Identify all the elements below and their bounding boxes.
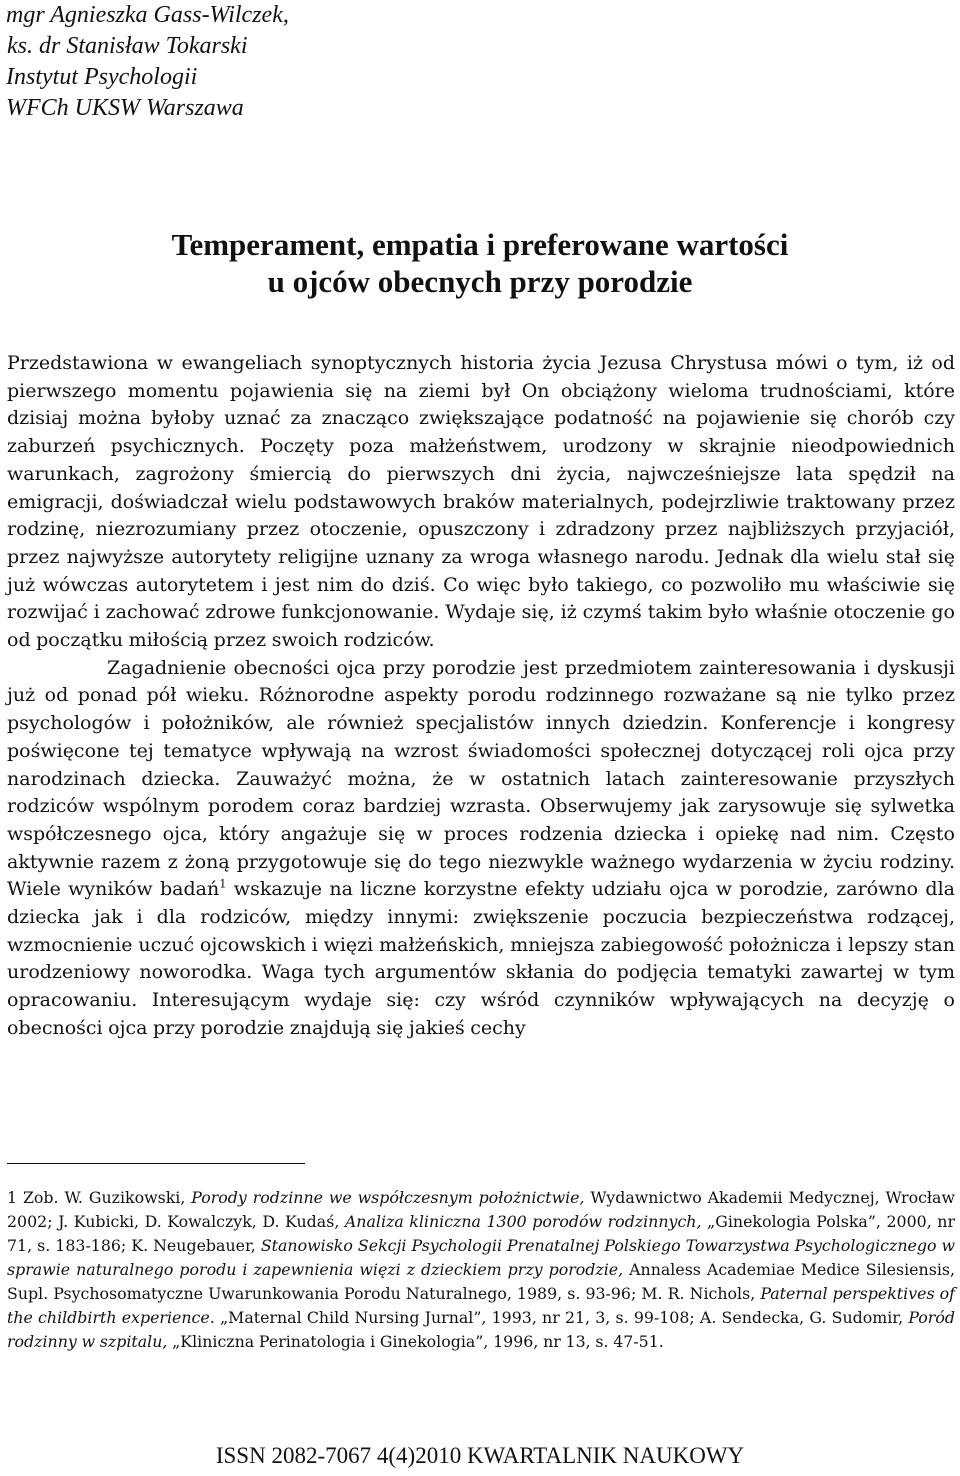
footnote-title-2: Analiza kliniczna 1300 porodów rodzinnych, — [344, 1212, 702, 1231]
footnote-text — [7, 1186, 955, 1354]
author-line-1: mgr Agnieszka Gass-Wilczek, — [6, 2, 289, 28]
footnote-segment: „Kliniczna Perinatologia i Ginekologia”, 1996, nr 13, s. 47-51. — [167, 1332, 664, 1351]
page-footer: ISSN 2082-7067 4(4)2010 KWARTALNIK NAUKOWY — [215, 1443, 745, 1468]
footnote-segment: „Maternal Child Nursing Jurnal”, 1993, nr 21, 3, s. 99-108; A. Sendecka, G. Sudomir, — [214, 1308, 909, 1327]
paragraph-2-part-1: Zagadnienie obecności ojca przy porodzie jest przedmiotem zainteresowania i dyskusji już od ponad pół wieku. Różnorodne aspekty porodu rodzinnego rozważane są nie tylko przez psychologów i położników, ale również specjalistów innych dziedzin. Konferencje i kongresy poświęcone tej tematyce wpływają na wzrost świadomości społecznej dotyczącej roli ojca przy narodzinach dziecka. Zauważyć można, że w ostatnich latach zainteresowanie przyszłych rodziców wspólnym porodem coraz bardziej wzrasta. Obserwujemy jak zarysowuje się sylwetka współczesnego ojca, który angażuje się w proces rodzenia dziecka i opiekę nad nim. Często aktywnie razem z żoną przygotowuje się do tego niezwykle ważnego wydarzenia w życiu rodziny. Wiele wyników badań — [7, 656, 955, 901]
footnote — [7, 1186, 955, 1354]
title-line-2: u ojców obecnych przy porodzie — [267, 264, 693, 299]
footnote-title-4: Paternal perspektives of the childbirth experience. — [7, 1284, 956, 1327]
footnote-segment: Annaless Academiae Medice Silesiensis, Supl. Psychosomatyczne Uwarunkowania Porodu Naturalnego, 1989, s. 93-96; M. R. Nichols, — [7, 1260, 955, 1303]
author-affiliation-block — [6, 0, 426, 124]
paragraph-2-part-2: wskazuje na liczne korzystne efekty udziału ojca w porodzie, zarówno dla dziecka jak i dla rodziców, między innymi: zwiększenie poczucia bezpieczeństwa rodzącej, wzmocnienie uczuć ojcowskich i więzi małżeńskich, mniejsza zabiegowość położnicza i lepszy stan urodzeniowy noworodka. Waga tych argumentów skłania do podjęcia tematyki zawartej w tym opracowaniu. Interesującym wydaje się: czy wśród czynników wpływających na decyzję o obecności ojca przy porodzie znajdują się jakieś cechy — [7, 878, 955, 1039]
footnote-separator — [7, 1163, 305, 1164]
footnote-title-5: Poród rodzinny w szpitalu, — [7, 1308, 955, 1351]
paragraph-2 — [7, 655, 955, 1043]
footnote-segment: „Ginekologia Polska”, 2000, nr 71, s. 183-186; K. Neugebauer, — [7, 1212, 955, 1255]
author-line-2: ks. dr Stanisław Tokarski — [7, 33, 248, 59]
faculty-line: WFCh UKSW Warszawa — [6, 95, 244, 121]
institute-line: Instytut Psychologii — [6, 64, 198, 90]
article-body — [7, 350, 955, 1043]
footnote-number: 1 — [7, 1188, 18, 1207]
footnote-title-1: Porody rodzinne we współczesnym położnictwie, — [191, 1188, 585, 1207]
footnote-segment: Zob. W. Guzikowski, — [17, 1188, 192, 1207]
title-line-1: Temperament, empatia i preferowane wartości — [171, 227, 789, 262]
article-title — [0, 226, 960, 300]
footnote-reference: 1 — [219, 877, 227, 892]
footnote-segment: Wydawnictwo Akademii Medycznej, Wrocław 2002; J. Kubicki, D. Kowalczyk, D. Kudaś, — [7, 1188, 955, 1231]
paragraph-1: Przedstawiona w ewangeliach synoptycznych historia życia Jezusa Chrystusa mówi o tym, iż od pierwszego momentu pojawienia się na ziemi był On obciążony wieloma trudnościami, które dzisiaj można byłoby uznać za znacząco zwiększające podatność na pojawienie się chorób czy zaburzeń psychicznych. Poczęty poza małżeństwem, urodzony w skrajnie nieodpowiednich warunkach, zagrożony śmiercią do pierwszych dni życia, najwcześniejsze lata spędził na emigracji, doświadczał wielu podstawowych braków materialnych, podejrzliwie traktowany przez rodzinę, niezrozumiany przez otoczenie, opuszczony i zdradzony przez najbliższych przyjaciół, przez najwyższe autorytety religijne uznany za wroga własnego narodu. Jednak dla wielu stał się już wówczas autorytetem i jest nim do dziś. Co więc było takiego, co pozwoliło mu właściwie się rozwijać i zachować zdrowe funkcjonowanie. Wydaje się, iż czymś takim było właśnie otoczenie go od początku miłością przez swoich rodziców. — [7, 352, 955, 652]
footnote-title-3: Stanowisko Sekcji Psychologii Prenatalnej Polskiego Towarzystwa Psychologicznego w sprawie naturalnego porodu i zapewnienia więzi z dzieckiem przy porodzie, — [7, 1236, 955, 1279]
